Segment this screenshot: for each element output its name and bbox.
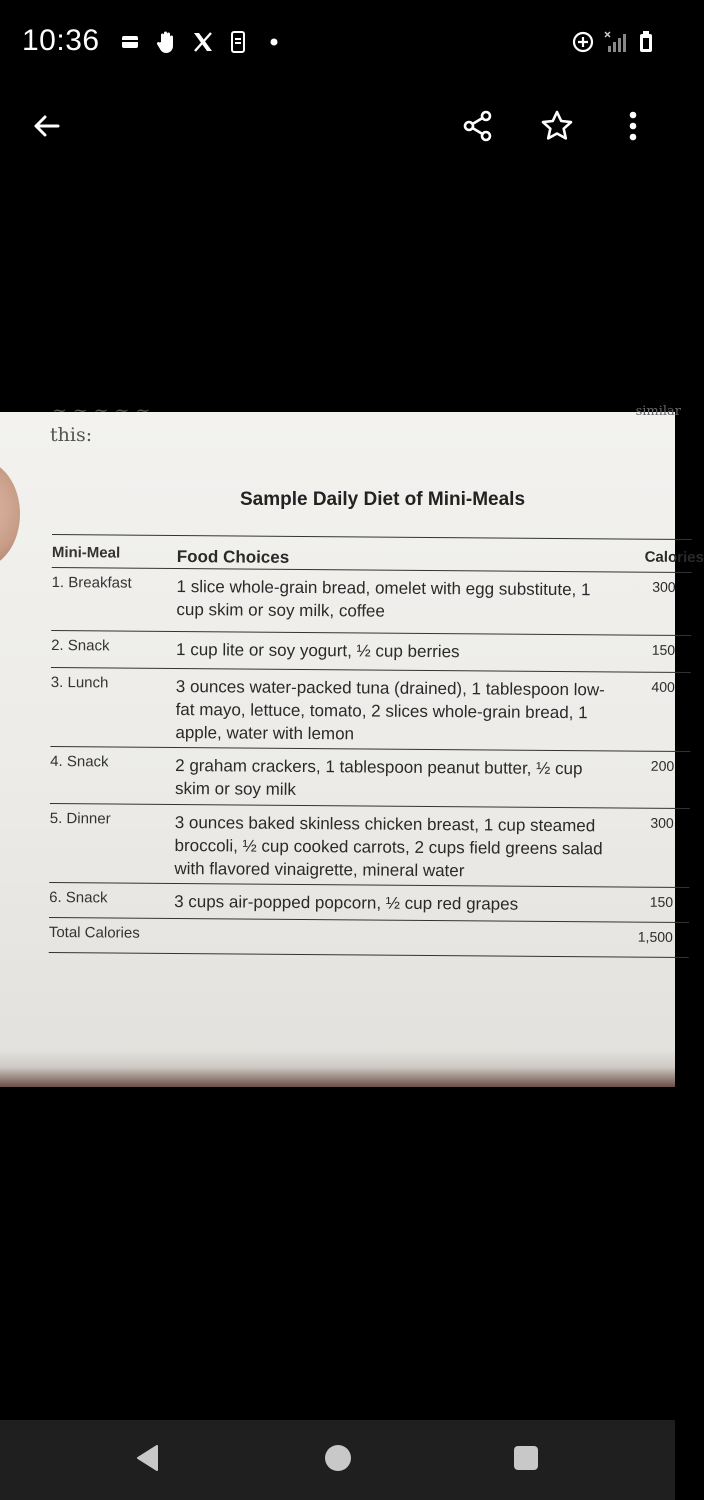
cropped-word: similar [635,404,681,419]
favorite-button[interactable] [529,90,585,166]
calorie-value: 200 [650,757,675,774]
total-value: 1,500 [637,928,673,945]
x-logo-icon [192,30,214,54]
back-triangle-icon [135,1444,161,1476]
sim-card-icon [120,30,140,54]
meal-name: 3. Lunch [50,673,109,692]
nav-recents-button[interactable] [496,1440,556,1480]
calorie-value: 150 [649,893,674,910]
table-row [50,747,690,808]
notification-dot-icon [270,30,278,54]
navigation-bar [0,1420,675,1500]
page-edge [0,1051,675,1087]
status-time: 10:36 [22,24,100,57]
back-button[interactable] [18,90,74,166]
share-button[interactable] [450,90,506,166]
table-title: Sample Daily Diet of Mini-Meals [239,489,526,510]
meal-name: 4. Snack [50,752,109,771]
calorie-value: 400 [651,678,675,695]
meal-name: 5. Dinner [49,809,111,828]
calorie-value: 300 [650,814,674,831]
signal-no-service-icon [604,30,630,54]
battery-icon [638,30,654,54]
header-food-choices: Food Choices [176,546,290,567]
meal-name: 1. Breakfast [51,573,132,592]
more-vert-icon [628,111,638,145]
status-bar [0,0,675,84]
app-bar [0,90,675,166]
meal-name: 6. Snack [49,888,108,907]
home-circle-icon [324,1444,352,1476]
food-choices: 1 cup lite or soy yogurt, ½ cup berries [176,639,460,662]
data-saver-icon [571,30,595,54]
recents-square-icon [513,1445,539,1475]
food-choices: 3 ounces baked skinless chicken breast, 1 cup steamed broccoli, ½ cup cooked carrots, 2 cups field greens salad with flavored vinaigrette, mineral water [174,812,603,881]
total-row [49,918,689,957]
header-mini-meal: Mini-Meal [51,543,121,562]
food-choices: 2 graham crackers, 1 tablespoon peanut butter, ½ cup skim or soy milk [174,755,583,799]
table-row [51,631,691,672]
food-choices: 3 cups air-popped popcorn, ½ cup red grapes [174,891,519,914]
finger-in-photo [0,460,20,568]
calorie-value: 150 [651,641,676,658]
star-icon [540,109,574,147]
table-header [51,535,704,572]
diet-table [48,534,704,958]
more-options-button[interactable] [605,90,661,166]
calorie-value: 300 [652,578,676,595]
share-icon [461,109,495,147]
nav-home-button[interactable] [308,1440,368,1480]
header-calories: Calories [644,548,704,567]
table-row [50,668,691,751]
food-choices: 3 ounces water-packed tuna (drained), 1 tablespoon low-fat mayo, lettuce, tomato, 2 slices whole-grain bread, 1 apple, water with lemon [175,676,605,744]
photo-viewer-image[interactable] [0,400,704,1087]
back-arrow-icon [31,111,61,145]
page-text-this: this: [50,424,93,446]
total-label: Total Calories [48,923,140,942]
food-choices: 1 slice whole-grain bread, omelet with egg substitute, 1 cup skim or soy milk, coffee [176,576,591,621]
hand-icon [156,30,178,54]
phone-vibrate-icon [230,30,246,54]
table-row [49,883,689,922]
table-row [49,804,690,887]
meal-name: 2. Snack [51,636,110,655]
cropped-text-line: ~ ~ ~ ~ ~ [52,400,151,421]
nav-back-button[interactable] [118,1440,178,1480]
table-row [51,568,691,635]
